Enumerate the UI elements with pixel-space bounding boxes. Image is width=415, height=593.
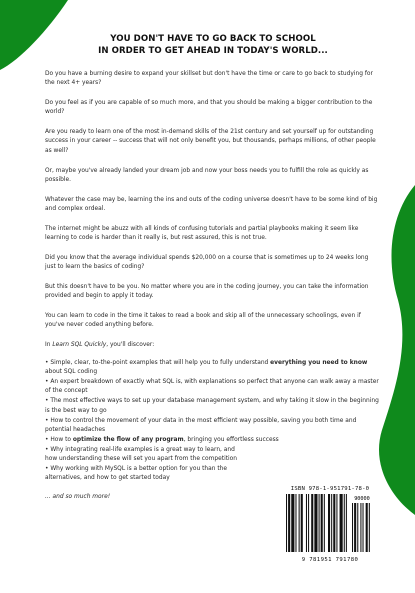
addon-digits: 90000 <box>354 496 370 502</box>
addon-bar <box>352 503 353 552</box>
paragraph: Are you ready to learn one of the most in-demand skills of the 21st century and set yourself up for outstanding success in your career -- success that will not only benefit you, but thousands, perhaps millions, of other people as well? <box>45 129 376 154</box>
bullet-text: • How to control the movement of your data in the most efficient way possible, saving you both time and potential headaches <box>45 417 357 433</box>
bullet-emphasis: everything you need to know <box>270 359 368 366</box>
bullet-text: • Why integrating real-life examples is a great way to learn, and how understanding these will set you apart from the competition <box>45 446 237 462</box>
barcode-bar <box>346 494 347 552</box>
book-title: Learn SQL Quickly <box>52 342 107 349</box>
barcode-bar <box>295 494 296 552</box>
paragraph: Do you have a burning desire to expand your skillset but don't have the time or care to go back to studying for the next 4+ years? <box>45 71 373 87</box>
paragraph: Did you know that the average individual spends $20,000 on a course that is sometimes up to 24 weeks long just to learn the basics of coding? <box>45 254 369 271</box>
headline-line-1: YOU DON'T HAVE TO GO BACK TO SCHOOL <box>110 34 316 44</box>
barcode-bar <box>336 494 337 552</box>
bullet-text: • How to <box>45 436 73 443</box>
barcode-bar <box>299 494 300 552</box>
isbn-barcode <box>284 486 376 572</box>
intro-prefix: In <box>45 342 53 349</box>
barcode-bar <box>344 494 345 552</box>
bullet-emphasis: optimize the flow of any program <box>72 436 184 443</box>
feature-list <box>45 359 381 483</box>
isbn-label: ISBN 978-1-951791-78-0 <box>290 486 370 492</box>
paragraph: But this doesn't have to be you. No matter where you are in the coding journey, you can take the information provided and begin to apply it today. <box>45 283 369 300</box>
barcode-bar <box>308 494 309 552</box>
addon-bar <box>354 503 356 552</box>
addon-bar <box>366 503 368 552</box>
barcode-bar <box>311 494 313 552</box>
headline-line-2: IN ORDER TO GET AHEAD IN TODAY'S WORLD... <box>98 45 328 56</box>
ean-digits: 9 781951 791780 <box>301 557 359 563</box>
list-item <box>45 436 381 445</box>
bullet-text: , bringing you effortless success <box>183 436 279 443</box>
paragraph: Do you feel as if you are capable of so much more, and that you should be making a bigger contribution to the world? <box>45 100 373 116</box>
barcode-bar <box>333 494 335 552</box>
right-green-wave <box>379 185 415 515</box>
paragraph: Or, maybe you've already landed your dream job and now your boss needs you to fulfill the role as quickly as possible. <box>45 167 369 183</box>
barcode-bars <box>286 494 374 556</box>
barcode-bar <box>306 494 307 552</box>
bullet-text: • Why working with MySQL is a better option for you than the alternatives, and how to get started today <box>45 465 228 482</box>
barcode-bar <box>291 494 294 552</box>
list-item <box>45 378 381 397</box>
back-cover-text <box>45 34 381 509</box>
bullet-text: • The most effective ways to set up your database management system, and why taking it slow in the beginning is the best way to go <box>45 398 379 414</box>
intro-suffix: , you'll discover: <box>106 342 155 349</box>
barcode-bar <box>321 494 323 552</box>
discover-intro <box>45 341 381 350</box>
paragraph: Whatever the case may be, learning the ins and outs of the coding universe doesn't have to be some kind of big and complex ordeal. <box>45 196 378 212</box>
barcode-bar <box>288 494 290 552</box>
list-item <box>45 417 381 436</box>
barcode-bar <box>314 494 317 552</box>
bullet-text: • An expert breakdown of exactly what SQL is, with explanations so perfect that anyone can walk away a master of the concept <box>45 379 379 395</box>
barcode-bar <box>331 494 332 552</box>
list-item <box>45 359 381 378</box>
bullet-text: about SQL coding <box>45 369 98 376</box>
list-item <box>45 465 381 484</box>
list-item <box>45 397 381 416</box>
paragraph: You can learn to code in the time it takes to read a book and skip all of the unnecessary schoolings, even if you've never coded anything before. <box>45 313 361 329</box>
paragraph: The internet might be abuzz with all kinds of confusing tutorials and partial playbooks making it seem like learning to code is harder than it really is, but rest assured, this is not true. <box>45 225 359 242</box>
barcode-bar <box>319 494 320 552</box>
addon-bar <box>363 503 364 552</box>
barcode-bar <box>340 494 343 552</box>
barcode-bar <box>328 494 330 552</box>
addon-bar <box>369 503 370 552</box>
barcode-bar <box>286 494 287 552</box>
addon-bar <box>360 503 361 552</box>
list-item <box>45 446 381 465</box>
bullet-text: • Simple, clear, to-the-point examples that will help you to fully understand <box>45 359 271 366</box>
barcode-bar <box>301 494 303 552</box>
headline <box>45 34 381 57</box>
addon-bar <box>357 503 358 552</box>
closing-line: ... and so much more! <box>45 494 111 501</box>
barcode-bar <box>324 494 325 552</box>
